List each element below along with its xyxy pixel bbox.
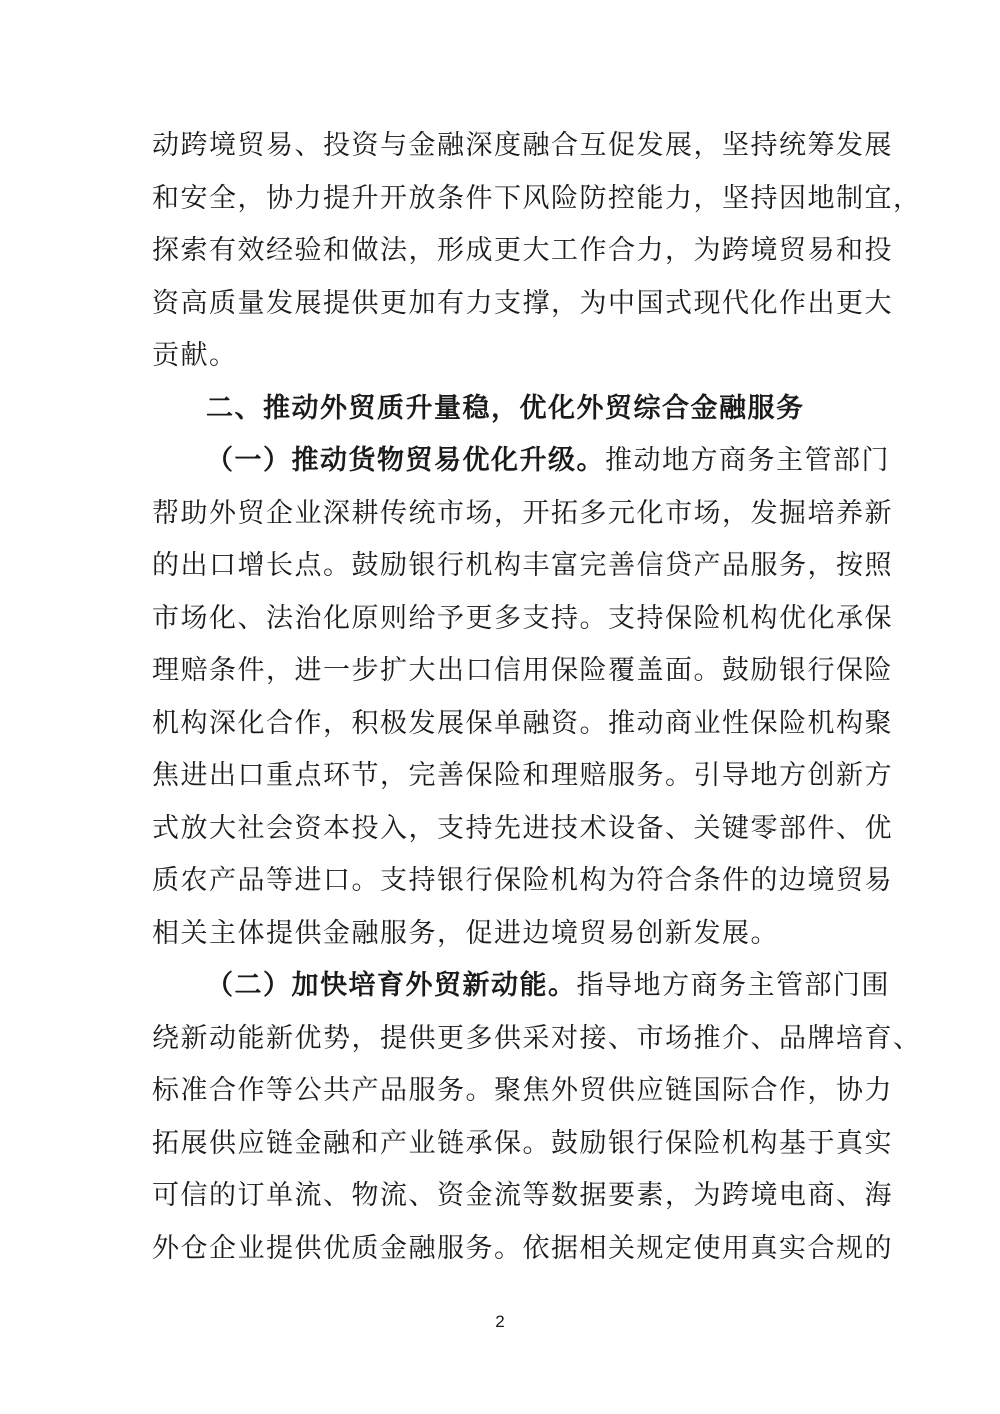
item2-first-line [152,960,890,1013]
paragraph-line: 标准合作等公共产品服务。聚焦外贸供应链国际合作，协力 [152,1075,893,1106]
section-heading: 二、推动外贸质升量稳，优化外贸综合金融服务 [206,392,805,424]
paragraph-line: 绕新动能新优势，提供更多供采对接、市场推介、品牌培育、 [152,1022,922,1054]
paragraph-line: 拓展供应链金融和产业链承保。鼓励银行保险机构基于真实 [152,1127,893,1159]
paragraph-line: 焦进出口重点环节，完善保险和理赔服务。引导地方创新方 [152,760,893,791]
paragraph-line: 机构深化合作，积极发展保单融资。推动商业性保险机构聚 [152,707,893,739]
paragraph-line: 理赔条件，进一步扩大出口信用保险覆盖面。鼓励银行保险 [152,655,893,686]
paragraph-line: 市场化、法治化原则给予更多支持。支持保险机构优化承保 [152,602,893,634]
paragraph-line: 帮助外贸企业深耕传统市场，开拓多元化市场，发掘培养新 [152,497,893,529]
paragraph-line: 贡献。 [152,340,238,371]
body-text [152,120,922,1275]
paragraph-line: 探索有效经验和做法，形成更大工作合力，为跨境贸易和投 [152,235,893,266]
item2-lead: （二）加快培育外贸新动能。 [206,970,577,1001]
paragraph-line: 相关主体提供金融服务，促进边境贸易创新发展。 [152,917,779,949]
item1-first-line [152,435,890,488]
paragraph-line: 动跨境贸易、投资与金融深度融合互促发展，坚持统筹发展 [152,130,893,161]
paragraph-line: 的出口增长点。鼓励银行机构丰富完善信贷产品服务，按照 [152,550,893,581]
paragraph-line: 资高质量发展提供更加有力支撑，为中国式现代化作出更大 [152,287,893,319]
paragraph-line: 质农产品等进口。支持银行保险机构为符合条件的边境贸易 [152,865,893,896]
page-number: 2 [495,1312,505,1331]
paragraph-line: 和安全，协力提升开放条件下风险防控能力，坚持因地制宜， [152,182,922,214]
item2-first-line-text: 指导地方商务主管部门围 [576,970,890,1001]
item1-first-line-text: 推动地方商务主管部门 [605,445,890,476]
paragraph-line: 式放大社会资本投入，支持先进技术设备、关键零部件、优 [152,812,893,844]
paragraph-line: 外仓企业提供优质金融服务。依据相关规定使用真实合规的 [152,1232,893,1264]
paragraph-line: 可信的订单流、物流、资金流等数据要素，为跨境电商、海 [152,1180,893,1211]
item1-lead: （一）推动货物贸易优化升级。 [206,445,605,476]
